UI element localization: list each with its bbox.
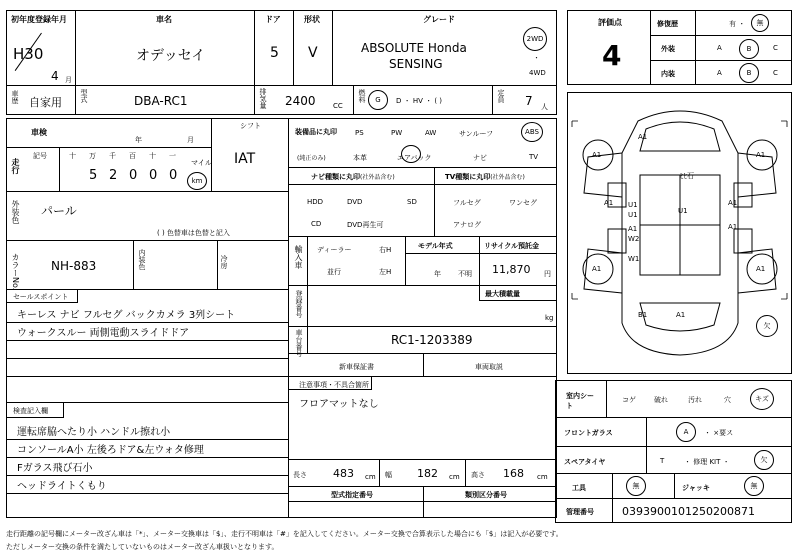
ext-grade-b-circle: [739, 39, 759, 59]
chassis-number: RC1-1203389: [391, 333, 473, 347]
shape-label: 形状: [304, 15, 320, 24]
tv-oneseg: ワンセグ: [509, 199, 537, 207]
grade-cell: [332, 10, 557, 86]
unit-2: 千: [109, 152, 116, 160]
width-label: 幅: [385, 471, 392, 479]
mgmt-number: 0393900101250200871: [622, 505, 755, 518]
reg-cell: [288, 285, 557, 327]
glass-row: [555, 417, 792, 447]
digit-2: 0: [129, 168, 138, 183]
mark-rear-right-a1: A1: [756, 265, 766, 273]
notes-cell: [288, 376, 557, 460]
model-year-label: モデル年式: [418, 242, 453, 250]
mark-front-right-a1: A1: [756, 151, 766, 159]
reg-label: 登録番号: [295, 290, 303, 318]
import-dealer: ディーラー: [317, 246, 352, 254]
model-year-unit: 年: [434, 270, 441, 278]
ext-color: パール: [41, 204, 77, 218]
equip-tv: TV: [529, 153, 539, 161]
max-load-label: 最大積載量: [485, 290, 520, 298]
insp-year-unit: 年: [135, 136, 142, 144]
use-label: 車歴: [11, 90, 19, 104]
shift-label: シフト: [240, 122, 261, 130]
shift-cell: [211, 118, 289, 192]
disp-cell: [254, 85, 354, 115]
interior-dirt: 汚れ: [688, 396, 702, 404]
equip-abs-circle: [521, 122, 543, 142]
mileage-cell: [6, 147, 212, 192]
capacity-label: 定員: [497, 89, 505, 103]
navi-cd: CD: [311, 220, 322, 228]
inspection-cell: [6, 118, 212, 148]
car-name-cell: [75, 10, 255, 86]
grade-line1: ABSOLUTE Honda: [361, 41, 467, 55]
dims-row: [288, 459, 557, 487]
ext-grade-row: [650, 35, 792, 61]
ext-grade-c: C: [773, 44, 778, 52]
mark-left2-a1: A1: [628, 225, 638, 233]
use-cell: [6, 85, 76, 115]
mark-right-a1: A1: [728, 199, 738, 207]
height: 168: [503, 467, 524, 480]
displacement: 2400: [285, 94, 316, 108]
recycle-unit: 円: [544, 270, 551, 278]
record-label: 記号: [33, 152, 47, 160]
equipment-cell: [288, 118, 557, 168]
interior-color-label: 内装色: [138, 249, 146, 270]
digit-0: 5: [89, 168, 98, 183]
tv-analog: アナログ: [453, 221, 481, 229]
import-label: 輸入車: [294, 245, 303, 269]
class-spec-label: 類別区分番号: [465, 491, 507, 499]
mark-u1-center: U1: [678, 207, 688, 215]
equip-leather: 本革: [353, 154, 367, 162]
model-year-cell: [405, 236, 480, 286]
footer-note-2: ただしメーター交換の条件を満たしていないものはメーター改ざん車扱いとなります。: [6, 543, 279, 551]
new-warranty: 新車保証書: [339, 363, 374, 371]
length-label: 長さ: [293, 471, 307, 479]
recycle-value: 11,870: [492, 263, 531, 276]
model-number: DBA-RC1: [134, 94, 188, 108]
equip-navi: ナビ: [473, 154, 487, 162]
fuel-options: D ・ HV ・ ( ): [396, 97, 443, 105]
shape: V: [308, 45, 318, 61]
use: 自家用: [29, 96, 62, 109]
tv-cell: [434, 167, 557, 237]
door-label: ドア: [265, 15, 281, 24]
tools-row: [555, 473, 792, 499]
int-grade-c: C: [773, 69, 778, 77]
doors: 5: [270, 45, 279, 61]
mark-rear-a1: A1: [676, 311, 686, 319]
equip-aw: AW: [425, 129, 437, 137]
model-year-unknown: 不明: [458, 270, 472, 278]
grade-line2: SENSING: [389, 57, 443, 71]
sales-line-0: キーレス ナビ フルセグ バックカメラ 3列シート: [17, 310, 236, 321]
interior-scratch: キズ: [755, 395, 769, 403]
score-value: 4: [602, 39, 622, 72]
navi-hdd: HDD: [307, 198, 324, 206]
mileage-label: 走行: [11, 158, 20, 174]
spec-row: [288, 486, 557, 518]
model-cell: [75, 85, 255, 115]
fuel-g-circle: [368, 90, 388, 110]
unit-3: 百: [129, 152, 136, 160]
int-grade-b: B: [746, 69, 752, 77]
ext-grade-b: B: [746, 45, 752, 53]
first-reg-cell: [6, 10, 76, 86]
color-change-note: ( ) 色替車は色替と記入: [157, 229, 230, 237]
tools-label: 工具: [572, 484, 586, 492]
grade-label: グレード: [423, 15, 455, 24]
unit-1: 万: [89, 152, 96, 160]
recycle-label: リサイクル預託金: [484, 242, 540, 250]
spare-row: [555, 446, 792, 474]
ext-grade-label: 外装: [661, 45, 675, 53]
length: 483: [333, 467, 354, 480]
capacity-cell: [492, 85, 557, 115]
navi-dvd: DVD: [347, 198, 363, 206]
cc-unit: CC: [333, 102, 343, 110]
equipment-sub: (純正のみ): [297, 155, 326, 162]
mark-w1: W1: [628, 255, 640, 263]
notes-label: 注意事項・不具合箇所: [299, 381, 369, 389]
int-grade-row: [650, 60, 792, 85]
glass-label: フロントガラス: [564, 429, 613, 437]
tv-label: TV種類に丸印(社外品含む): [445, 173, 525, 181]
mark-ketsu-circle: [756, 315, 778, 337]
int-grade-a: A: [717, 69, 722, 77]
length-unit: cm: [365, 473, 376, 481]
inspector-line-1: コンソールA小 左後ろドア&左ウォタ修理: [17, 445, 204, 456]
import-parallel: 並行: [327, 268, 341, 276]
kg-unit: kg: [545, 314, 554, 322]
interior-row: [555, 380, 792, 418]
vehicle-manual: 車両取説: [475, 363, 503, 371]
car-name-label: 車名: [156, 15, 172, 24]
notes-value: フロアマットなし: [299, 399, 379, 410]
inspection-label: 車検: [31, 128, 47, 137]
mark-rear-left-a1: A1: [592, 265, 602, 273]
mark-u1-b: U1: [628, 211, 638, 219]
warranty-cell: [288, 353, 557, 377]
navi-label: ナビ種類に丸印(社外品含む): [311, 173, 395, 181]
interior-burn: コゲ: [622, 396, 636, 404]
mile-label: マイル: [191, 159, 212, 167]
digit-4: 0: [169, 168, 178, 183]
door-cell: [254, 10, 294, 86]
sales-line-1: ウォークスルー 両側電動スライドドア: [17, 328, 190, 339]
mark-front-left-a1: A1: [592, 151, 602, 159]
ext-grade-a: A: [717, 44, 722, 52]
shape-cell: [293, 10, 333, 86]
mark-hood-hiroko: ﾋﾋ石: [680, 172, 694, 180]
interior-scratch-circle: [750, 388, 774, 410]
persons-unit: 人: [541, 103, 548, 111]
equip-pw: PW: [391, 129, 403, 137]
mark-ketsu: 欠: [763, 322, 771, 330]
int-grade-b-circle: [739, 63, 759, 83]
jack-none-circle: [744, 476, 764, 496]
capacity: 7: [525, 94, 533, 108]
repair-none: 無: [756, 19, 764, 27]
fuel-cell: [353, 85, 493, 115]
score-cell: [567, 10, 651, 85]
mgmt-row: [555, 498, 792, 523]
disp-label: 排気量: [259, 88, 267, 109]
mark-w2: W2: [628, 235, 640, 243]
chassis-cell: [288, 326, 557, 357]
colorno-cell: [6, 240, 289, 290]
mark-right2-a1: A1: [728, 223, 738, 231]
equip-abs: ABS: [525, 128, 539, 136]
equipment-label: 装備品に丸印: [295, 128, 337, 136]
drive-4wd: 4WD: [529, 69, 546, 77]
inspector-label: 検査記入欄: [13, 407, 48, 415]
spare-repair: ・ 修理 KIT ・: [684, 458, 730, 466]
equip-airbag: エアバック: [397, 154, 432, 162]
fuel-label: 燃料: [358, 89, 366, 103]
first-reg-label: 初年度登録年月: [11, 15, 67, 24]
month-unit: 月: [65, 76, 72, 84]
drive-2wd: 2WD: [526, 35, 544, 43]
jack-label: ジャッキ: [682, 484, 710, 492]
tools-none: 無: [632, 482, 640, 490]
chassis-label: 車台番号: [295, 329, 303, 357]
color-number: NH-883: [51, 259, 97, 273]
ext-color-label: 外装色: [11, 200, 20, 224]
tv-fullseg: フルセグ: [453, 199, 481, 207]
sales-cell: [6, 289, 289, 403]
ac-label: 冷房: [220, 255, 228, 269]
spare-t: T: [660, 457, 665, 465]
mark-u1-a: U1: [628, 201, 638, 209]
footer-note-1: 走行距離の記号欄にメーター改ざん車は「*」、メーター交換車は「$」、走行不明車は「#」を記入してください。メーター交換で合算表示した場合にも「$」は記入が必要です。: [6, 530, 563, 538]
jack-none: 無: [750, 482, 758, 490]
km-label: km: [191, 177, 203, 185]
navi-sd: SD: [407, 198, 417, 206]
spare-none-circle: [754, 450, 774, 470]
insp-month-unit: 月: [187, 136, 194, 144]
equip-sunroof: サンルーフ: [459, 130, 494, 138]
interior-label: 室内シート: [566, 392, 594, 410]
unit-0: 十: [69, 152, 76, 160]
interior-hole: 穴: [724, 396, 731, 404]
height-label: 高さ: [471, 471, 485, 479]
inspector-cell: [6, 402, 289, 518]
import-left: 左H: [379, 268, 392, 276]
repair-none-circle: [751, 14, 769, 32]
score-label: 評価点: [598, 18, 622, 27]
mark-bumper-a1: A1: [638, 133, 648, 141]
spare-none: 欠: [760, 456, 768, 464]
sales-label: セールスポイント: [13, 293, 69, 301]
width-unit: cm: [449, 473, 460, 481]
unit-5: 一: [169, 152, 176, 160]
reg-year: H30: [13, 45, 44, 63]
recycle-cell: [479, 236, 557, 286]
glass-a: A: [683, 428, 689, 436]
repair-row: [650, 10, 792, 36]
type-label: 型式: [80, 89, 88, 103]
spare-label: スペアタイヤ: [564, 458, 606, 466]
mgmt-label: 管理番号: [566, 508, 594, 516]
drive-sep: ・: [533, 54, 540, 62]
import-right: 右H: [379, 246, 392, 254]
inspector-line-3: ヘッドライトくもり: [17, 481, 107, 492]
mark-left-a1: A1: [604, 199, 614, 207]
drive-2wd-circle: [523, 27, 547, 51]
ext-color-cell: [6, 191, 289, 241]
int-grade-label: 内装: [661, 70, 675, 78]
import-cell: [288, 236, 406, 286]
unit-4: 十: [149, 152, 156, 160]
repair-opts: 有 ・: [729, 20, 746, 28]
mark-rear-b1: B1: [638, 311, 648, 319]
km-circle: [187, 172, 207, 190]
digit-1: 2: [109, 168, 118, 183]
shift-value: IAT: [234, 151, 256, 167]
tools-none-circle: [626, 476, 646, 496]
inspector-line-2: Fガラス飛び石小: [17, 463, 93, 474]
car-name: オデッセイ: [136, 48, 206, 64]
navi-cell: [288, 167, 435, 237]
glass-a-circle: [676, 422, 696, 442]
fuel-g: G: [375, 96, 381, 104]
digit-3: 0: [149, 168, 158, 183]
type-spec-label: 型式指定番号: [331, 491, 373, 499]
navi-dvd-play: DVD再生可: [347, 221, 384, 229]
colorno-label: カラーNo.: [11, 253, 20, 291]
car-diagram: [567, 92, 792, 374]
inspector-line-0: 運転席脇へたり小 ハンドル擦れ小: [17, 427, 171, 438]
interior-tear: 破れ: [654, 396, 668, 404]
height-unit: cm: [537, 473, 548, 481]
width: 182: [417, 467, 438, 480]
reg-month: 4: [51, 69, 59, 83]
repair-label: 修復歴: [657, 20, 678, 28]
glass-rest: ・ ×要ス: [704, 429, 734, 437]
equip-ps: PS: [355, 129, 364, 137]
